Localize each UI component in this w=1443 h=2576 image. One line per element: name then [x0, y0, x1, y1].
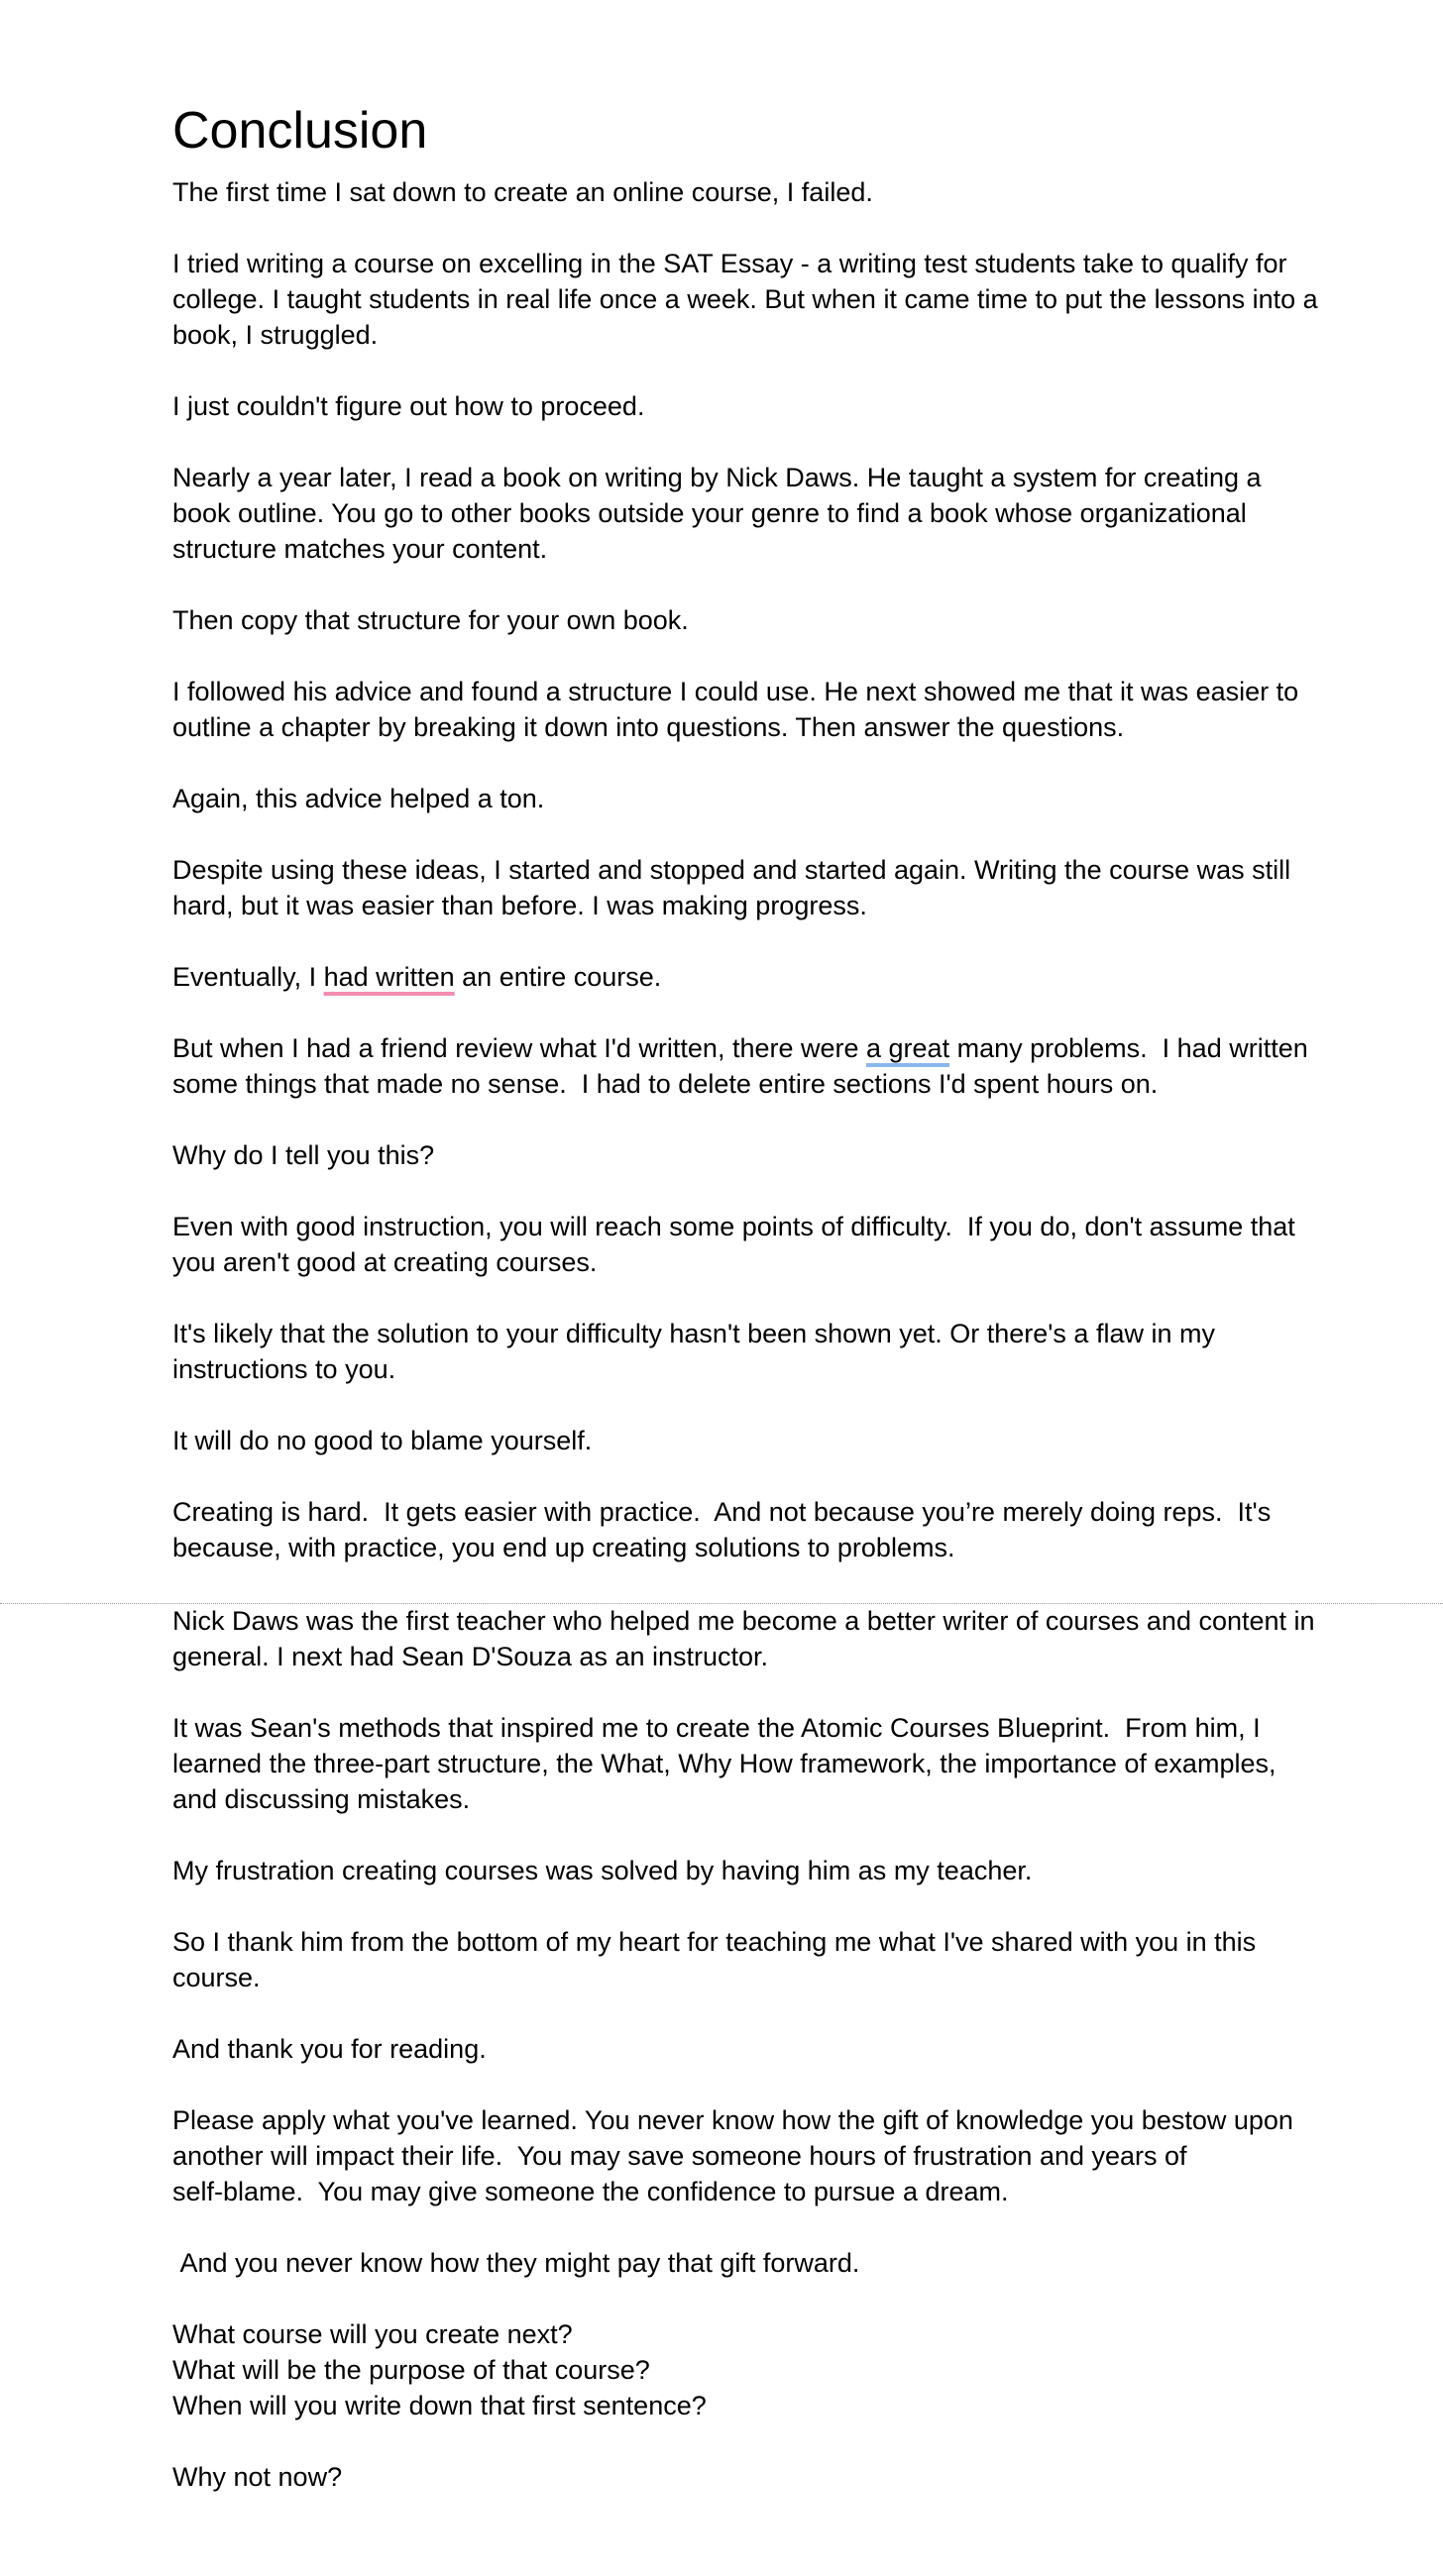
paragraph: I followed his advice and found a structure I could use. He next showed me that it was easier to outline a chapter by breaking it down into questions. Then answer the questions.: [172, 677, 1306, 742]
paragraph: It's likely that the solution to your difficulty hasn't been shown yet. Or there's a flaw in my instructions to you.: [172, 1319, 1223, 1384]
paragraph: Nick Daws was the first teacher who helped me become a better writer of courses and content in general. I next had Sean D'Souza as an instructor.: [172, 1606, 1323, 1671]
page-title: Conclusion: [172, 102, 428, 160]
paragraph: Then copy that structure for your own book.: [172, 605, 689, 635]
question-line: When will you write down that first sentence?: [172, 2391, 707, 2420]
paragraph: Despite using these ideas, I started and stopped and started again. Writing the course was still hard, but it was easier than before. I was making progress.: [172, 855, 1298, 920]
paragraph: Creating is hard. It gets easier with practice. And not because you’re merely doing reps. It's because, with practice, you end up creating solutions to problems.: [172, 1497, 1278, 1562]
paragraph: Again, this advice helped a ton.: [172, 784, 545, 813]
question-line: What course will you create next?: [172, 2319, 573, 2349]
paragraph: Why do I tell you this?: [172, 1140, 435, 1170]
paragraph: I tried writing a course on excelling in the SAT Essay - a writing test students take to qualify for college. I taught students in real life once a week. But when it came time to put the lessons into a book, I struggled.: [172, 249, 1326, 350]
paragraph: It will do no good to blame yourself.: [172, 1426, 593, 1455]
text-run: But when I had a friend review what I'd written, there were: [172, 1033, 867, 1063]
paragraph: [172, 959, 1322, 995]
grammar-suggestion-underline[interactable]: a great: [866, 1033, 950, 1063]
paragraph: It was Sean's methods that inspired me to create the Atomic Courses Blueprint. From him, I learned the three-part structure, the What, Why How framework, the importance of examples, and discussing mistakes.: [172, 1713, 1283, 1814]
paragraph: So I thank him from the bottom of my heart for teaching me what I've shared with you in this course.: [172, 1927, 1264, 1992]
text-run: many problems. I had written some things that made no sense. I had to delete entire sections I'd spent hours on.: [172, 1033, 1316, 1099]
paragraph: [172, 1030, 1322, 1102]
document-body-page-1[interactable]: [172, 99, 1326, 1565]
spelling-suggestion-underline[interactable]: had written: [323, 962, 455, 992]
paragraph: Nearly a year later, I read a book on writing by Nick Daws. He taught a system for creating a book outline. You go to other books outside your genre to find a book whose organizational structure matches your content.: [172, 463, 1270, 564]
text-run: an entire course.: [454, 962, 662, 992]
paragraph: My frustration creating courses was solved by having him as my teacher.: [172, 1856, 1033, 1885]
paragraph: The first time I sat down to create an online course, I failed.: [172, 177, 873, 207]
paragraph: Please apply what you've learned. You never know how the gift of knowledge you bestow upon another will impact their life. You may save someone hours of frustration and years of: [172, 2105, 1301, 2171]
paragraph: self-blame. You may give someone the confidence to pursue a dream.: [172, 2177, 1009, 2206]
paragraph: And you never know how they might pay that gift forward.: [172, 2248, 860, 2278]
question-line: What will be the purpose of that course?: [172, 2355, 650, 2385]
document-body-page-2[interactable]: [172, 1603, 1322, 2495]
paragraph: I just couldn't figure out how to proceed.: [172, 391, 645, 421]
paragraph: Why not now?: [172, 2462, 343, 2492]
paragraph: Even with good instruction, you will reach some points of difficulty. If you do, don't assume that you aren't good at creating courses.: [172, 1212, 1303, 1277]
text-run: Eventually, I: [172, 962, 324, 992]
paragraph: And thank you for reading.: [172, 2034, 487, 2064]
